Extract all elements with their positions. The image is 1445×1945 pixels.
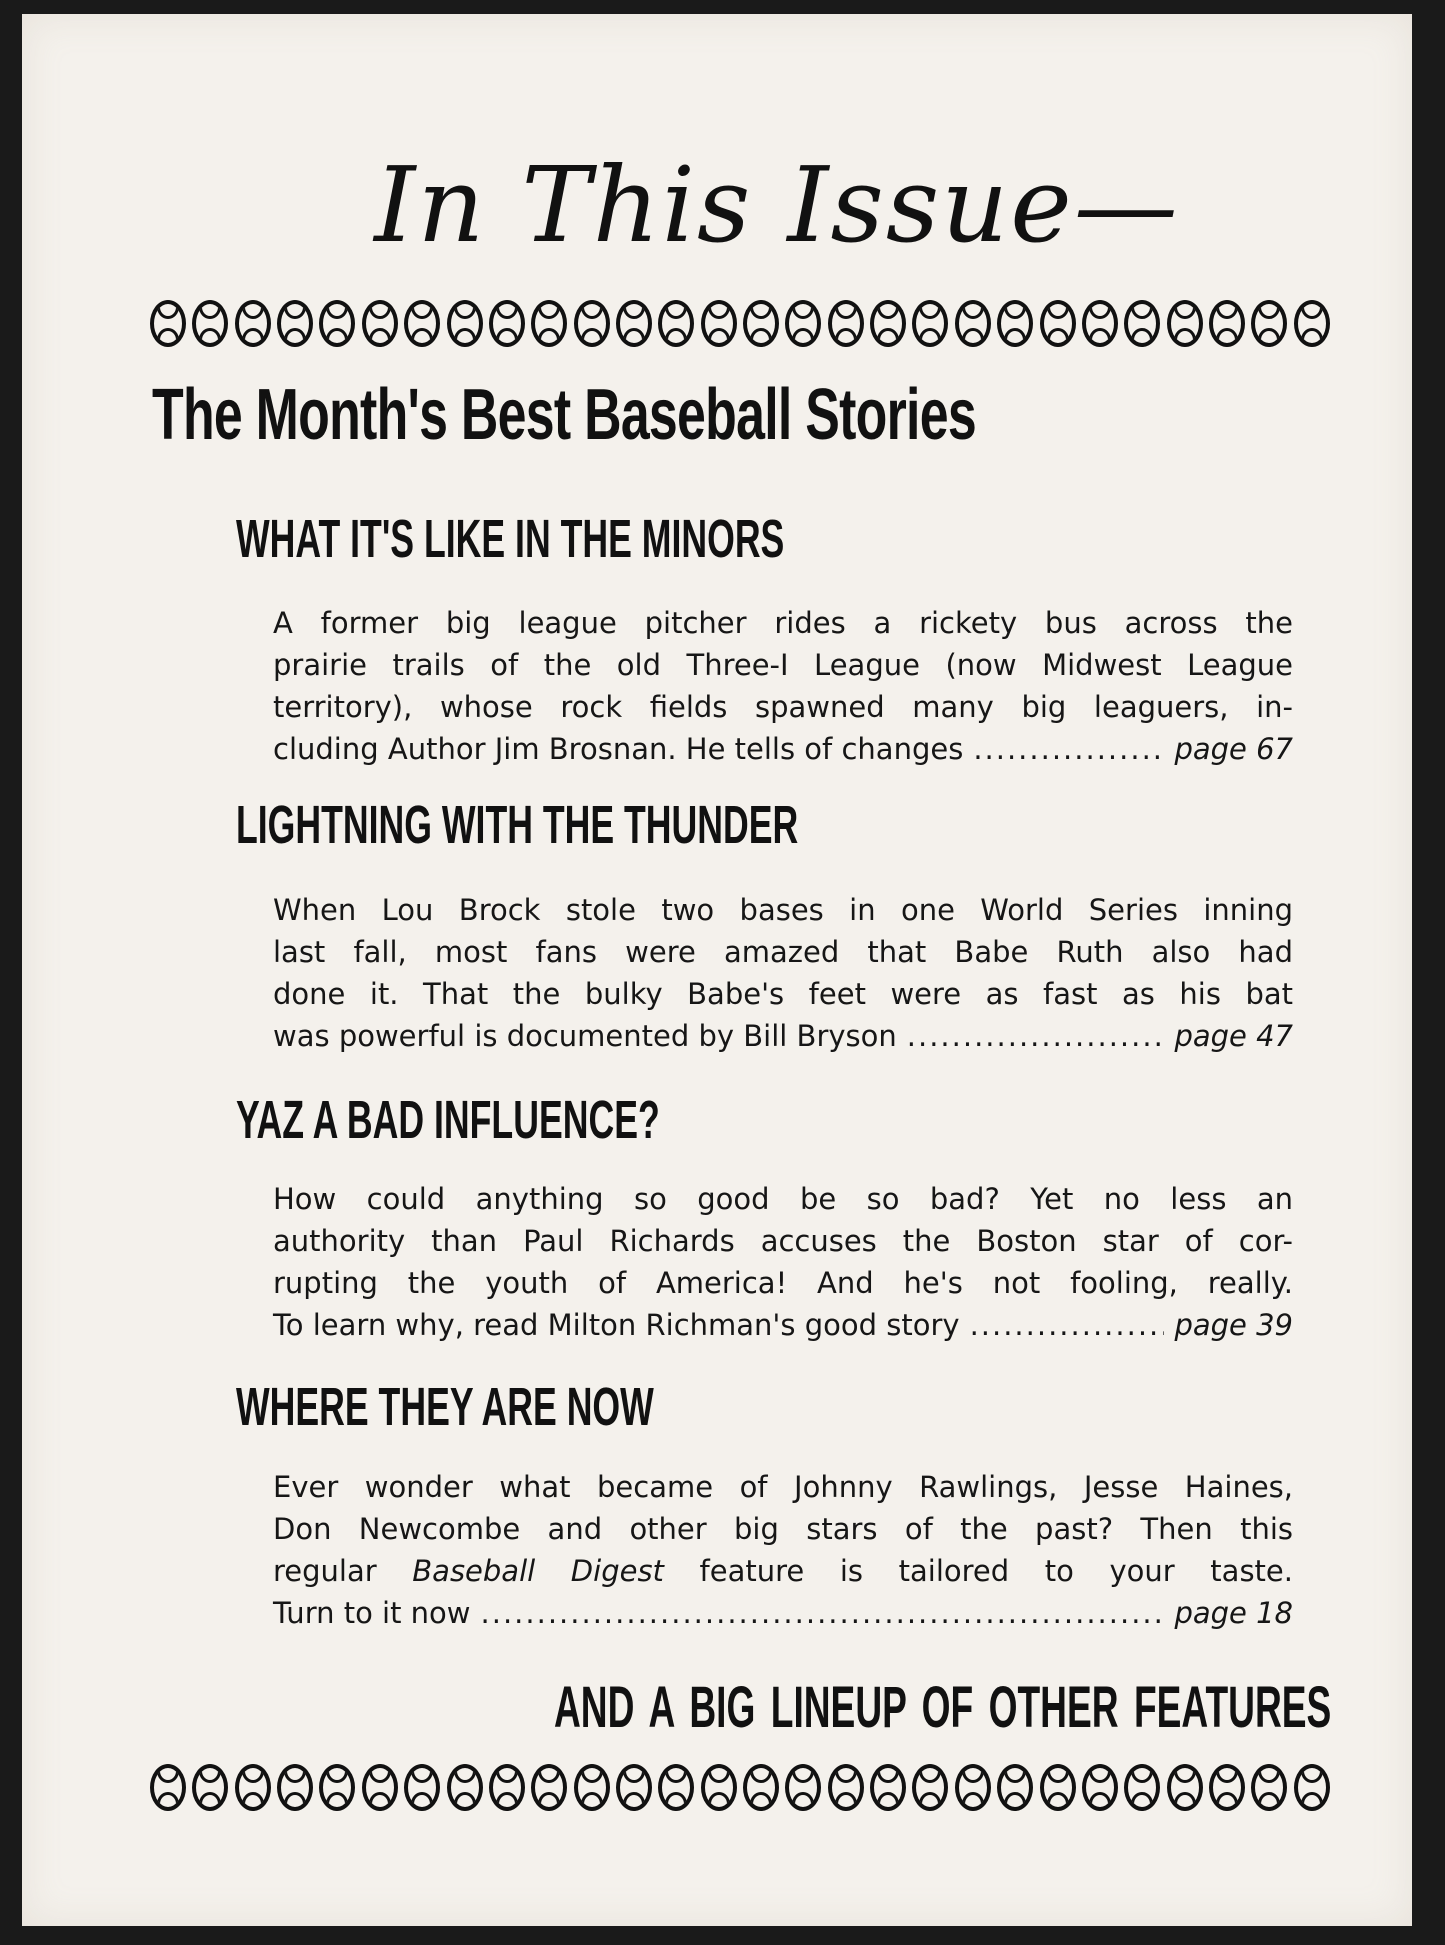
story-line: was powerful is documented by Bill Bryson	[273, 1019, 897, 1053]
story-line: authority than Paul Richards accuses the Boston star of cor-	[273, 1224, 1293, 1258]
story-heading: YAZ A BAD INFLUENCE?	[236, 1090, 660, 1150]
story-line: How could anything so good be so bad? Yet no less an	[273, 1182, 1293, 1216]
leader-dots	[481, 1592, 1165, 1634]
leader-dots	[907, 1015, 1165, 1057]
story-heading: WHAT IT'S LIKE IN THE MINORS	[236, 509, 785, 569]
baseball-icon	[743, 1764, 779, 1811]
page-title: In This Issue—	[374, 144, 1180, 266]
story-line	[273, 1550, 1293, 1592]
baseball-icon	[1209, 1764, 1245, 1811]
baseball-icon	[870, 1764, 906, 1811]
baseball-icon	[1040, 1764, 1076, 1811]
leader-dots	[970, 1304, 1165, 1346]
story-heading: WHERE THEY ARE NOW	[236, 1377, 654, 1437]
baseball-icon	[489, 1764, 525, 1811]
baseball-icon	[1082, 300, 1118, 347]
baseball-icon	[277, 300, 313, 347]
baseball-divider-bottom	[150, 1764, 1330, 1811]
story-line: When Lou Brock stole two bases in one World Series inning	[273, 893, 1293, 927]
leader-dots	[973, 728, 1164, 770]
story-line: last fall, most fans were amazed that Babe Ruth also had	[273, 935, 1293, 969]
story-line: rupting the youth of America! And he's not fooling, really.	[273, 1266, 1293, 1300]
story-line: prairie trails of the old Three-I League (now Midwest League	[273, 648, 1293, 682]
baseball-icon	[277, 1764, 313, 1811]
magazine-page	[22, 14, 1412, 1926]
baseball-icon	[150, 300, 186, 347]
text: feature is tailored to your taste.	[663, 1554, 1293, 1588]
baseball-icon	[1167, 300, 1203, 347]
story-line: Ever wonder what became of Johnny Rawlings, Jesse Haines,	[273, 1470, 1293, 1504]
baseball-icon	[828, 300, 864, 347]
baseball-icon	[658, 300, 694, 347]
baseball-icon	[997, 1764, 1033, 1811]
baseball-icon	[997, 300, 1033, 347]
baseball-icon	[1294, 300, 1330, 347]
story-line: done it. That the bulky Babe's feet were as fast as his bat	[273, 977, 1293, 1011]
baseball-icon	[912, 300, 948, 347]
baseball-icon	[531, 1764, 567, 1811]
story-line: A former big league pitcher rides a rickety bus across the	[273, 606, 1293, 640]
footer-tagline: AND A BIG LINEUP OF OTHER FEATURES	[554, 1675, 1332, 1740]
baseball-icon	[1124, 1764, 1160, 1811]
baseball-icon	[1209, 300, 1245, 347]
baseball-divider-top	[150, 300, 1330, 347]
baseball-icon	[362, 1764, 398, 1811]
page-ref: page 18	[1174, 1596, 1293, 1630]
baseball-icon	[616, 300, 652, 347]
story-body	[273, 1178, 1293, 1346]
baseball-icon	[955, 300, 991, 347]
headline: The Month's Best Baseball Stories	[152, 375, 976, 455]
baseball-icon	[235, 1764, 271, 1811]
story-line: Don Newcombe and other big stars of the past? Then this	[273, 1512, 1293, 1546]
story-line: territory), whose rock fields spawned many big leaguers, in-	[273, 690, 1293, 724]
baseball-icon	[362, 300, 398, 347]
baseball-icon	[235, 300, 271, 347]
baseball-icon	[701, 1764, 737, 1811]
baseball-icon	[192, 300, 228, 347]
baseball-icon	[828, 1764, 864, 1811]
baseball-icon	[192, 1764, 228, 1811]
baseball-icon	[616, 1764, 652, 1811]
baseball-icon	[319, 1764, 355, 1811]
story-line: cluding Author Jim Brosnan. He tells of changes	[273, 732, 964, 766]
baseball-icon	[404, 1764, 440, 1811]
baseball-icon	[912, 1764, 948, 1811]
baseball-icon	[1040, 300, 1076, 347]
baseball-icon	[1294, 1764, 1330, 1811]
baseball-icon	[531, 300, 567, 347]
baseball-icon	[404, 300, 440, 347]
text: regular	[273, 1554, 413, 1588]
page-ref: page 39	[1174, 1308, 1293, 1342]
page-ref: page 67	[1174, 732, 1293, 766]
baseball-icon	[1124, 300, 1160, 347]
baseball-icon	[785, 1764, 821, 1811]
baseball-icon	[658, 1764, 694, 1811]
baseball-icon	[574, 1764, 610, 1811]
baseball-icon	[1082, 1764, 1118, 1811]
story-line: Turn to it now	[273, 1596, 471, 1630]
story-body	[273, 889, 1293, 1057]
story-heading: LIGHTNING WITH THE THUNDER	[236, 795, 799, 855]
baseball-icon	[489, 300, 525, 347]
baseball-icon	[1167, 1764, 1203, 1811]
baseball-icon	[701, 300, 737, 347]
baseball-icon	[1251, 1764, 1287, 1811]
baseball-icon	[447, 300, 483, 347]
story-line: To learn why, read Milton Richman's good story	[273, 1308, 960, 1342]
story-body	[273, 602, 1293, 770]
baseball-icon	[785, 300, 821, 347]
story-body	[273, 1466, 1293, 1634]
baseball-icon	[1251, 300, 1287, 347]
baseball-icon	[574, 300, 610, 347]
baseball-icon	[319, 300, 355, 347]
baseball-icon	[150, 1764, 186, 1811]
baseball-icon	[955, 1764, 991, 1811]
baseball-icon	[870, 300, 906, 347]
magazine-name: Baseball Digest	[412, 1554, 664, 1588]
page-ref: page 47	[1174, 1019, 1293, 1053]
baseball-icon	[447, 1764, 483, 1811]
baseball-icon	[743, 300, 779, 347]
